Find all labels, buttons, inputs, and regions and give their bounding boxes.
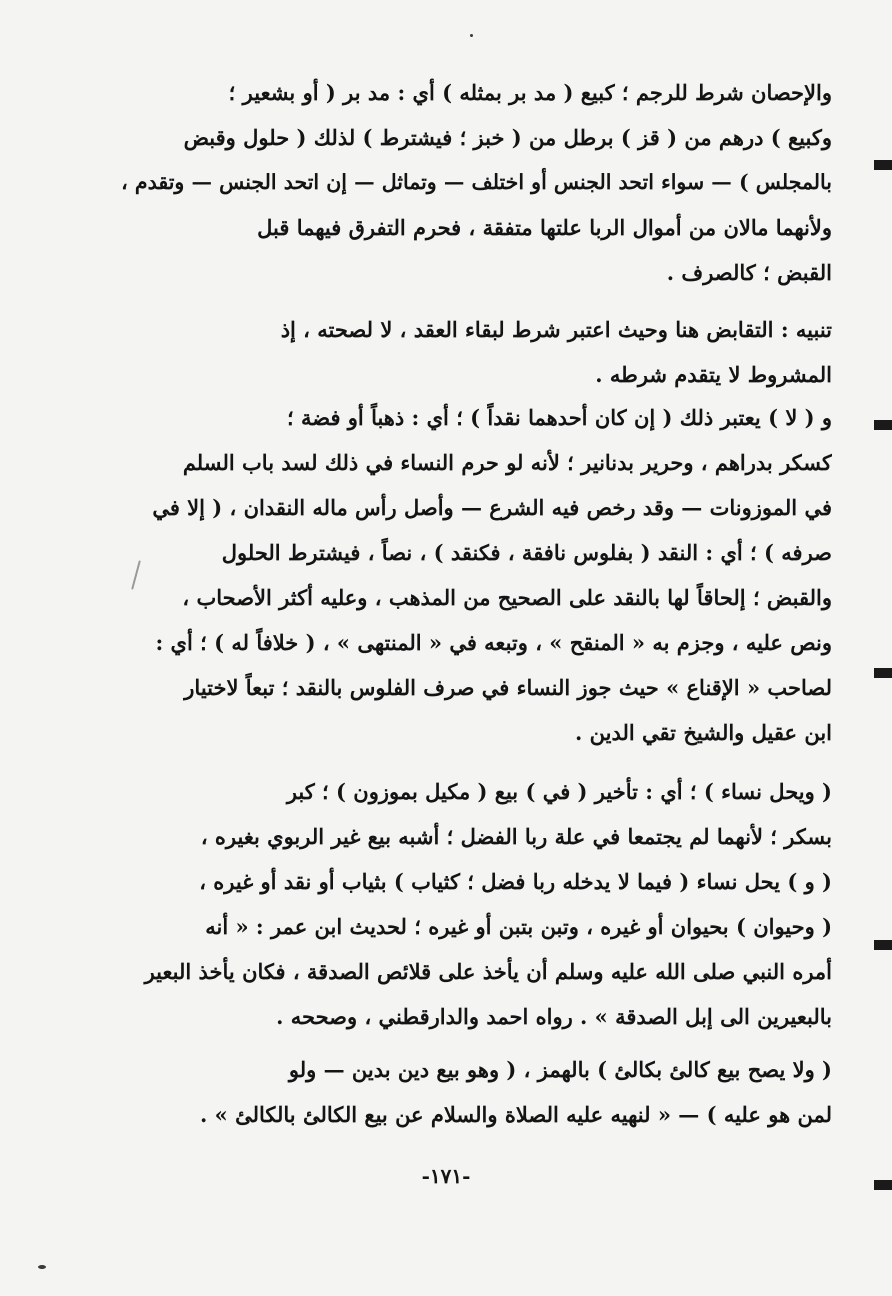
- text-line: القبض ؛ كالصرف .: [666, 260, 832, 285]
- text-line: ولأنهما مالان من أموال الربا علتها متفقة ، فحرم التفرق فيهما قبل: [257, 215, 832, 240]
- scan-edge-mark: [874, 420, 892, 430]
- paragraph-5: [112, 1047, 832, 1137]
- text-line: والإحصان شرط للرجم ؛ كبيع ( مد بر بمثله ) أي : مد بر ( أو بشعير ؛: [228, 80, 832, 105]
- scan-speck: [38, 1265, 46, 1269]
- page-number: -١٧١-: [421, 1164, 471, 1188]
- text-line: بالمجلس ) — سواء اتحد الجنس أو اختلف — وتماثل — إن اتحد الجنس — وتقدم ،: [121, 170, 832, 194]
- scan-edge-mark: [874, 668, 892, 678]
- text-line: والقبض ؛ إلحاقاً لها بالنقد على الصحيح من المذهب ، وعليه أكثر الأصحاب ،: [182, 585, 832, 610]
- text-line: ونص عليه ، وجزم به « المنقح » ، وتبعه في « المنتهى » ، ( خلافاً له ) ؛ أي :: [155, 630, 832, 655]
- scan-edge-mark: [874, 940, 892, 950]
- text-line: و ( لا ) يعتبر ذلك ( إن كان أحدهما نقداً ) ؛ أي : ذهباً أو فضة ؛: [286, 405, 832, 430]
- text-line: صرفه ) ؛ أي : النقد ( بفلوس نافقة ، فكنقد ) ، نصاً ، فيشترط الحلول: [221, 540, 832, 565]
- text-line: لصاحب « الإقناع » حيث جوز النساء في صرف الفلوس بالنقد ؛ تبعاً لاختيار: [184, 675, 832, 700]
- paragraph-3: [112, 395, 832, 755]
- scan-edge-mark: [874, 160, 892, 170]
- text-line: بالبعيرين الى إبل الصدقة » . رواه احمد والدارقطني ، وصححه .: [276, 1004, 832, 1029]
- text-line: أمره النبي صلى الله عليه وسلم أن يأخذ على قلائص الصدقة ، فكان يأخذ البعير: [144, 959, 832, 984]
- text-line: كسكر بدراهم ، وحرير بدنانير ؛ لأنه لو حرم النساء في ذلك لسد باب السلم: [182, 450, 832, 475]
- text-line: ( ويحل نساء ) ؛ أي : تأخير ( في ) بيع ( مكيل بموزون ) ؛ كبر: [286, 779, 832, 804]
- text-line: ( و ) يحل نساء ( فيما لا يدخله ربا فضل ؛ كثياب ) بثياب أو نقد أو غيره ،: [199, 869, 832, 894]
- scan-edge-mark: [874, 1180, 892, 1190]
- text-line: ابن عقيل والشيخ تقي الدين .: [575, 720, 832, 745]
- text-line: لمن هو عليه ) — « لنهيه عليه الصلاة والسلام عن بيع الكالئ بالكالئ » .: [200, 1102, 832, 1127]
- text-line: تنبيه : التقابض هنا وحيث اعتبر شرط لبقاء العقد ، لا لصحته ، إذ: [280, 317, 832, 342]
- text-line: المشروط لا يتقدم شرطه .: [595, 362, 832, 387]
- text-line: ( ولا يصح بيع كالئ بكالئ ) بالهمز ، ( وهو بيع دين بدين — ولو: [288, 1057, 832, 1082]
- text-line: ( وحيوان ) بحيوان أو غيره ، وتبن بتبن أو غيره ؛ لحديث ابن عمر : « أنه: [205, 914, 832, 939]
- text-line: بسكر ؛ لأنهما لم يجتمعا في علة ربا الفضل ؛ أشبه بيع غير الربوي بغيره ،: [200, 824, 832, 849]
- text-line: في الموزونات — وقد رخص فيه الشرع — وأصل رأس ماله النقدان ، ( إلا في: [152, 495, 832, 520]
- paragraph-4: [112, 769, 832, 1039]
- scan-speck: [470, 34, 473, 37]
- text-line: وكبيع ) درهم من ( قز ) برطل من ( خبز ؛ فيشترط ) لذلك ( حلول وقبض: [183, 125, 832, 150]
- paragraph-2-note: [112, 307, 832, 397]
- paragraph-1: [112, 70, 832, 295]
